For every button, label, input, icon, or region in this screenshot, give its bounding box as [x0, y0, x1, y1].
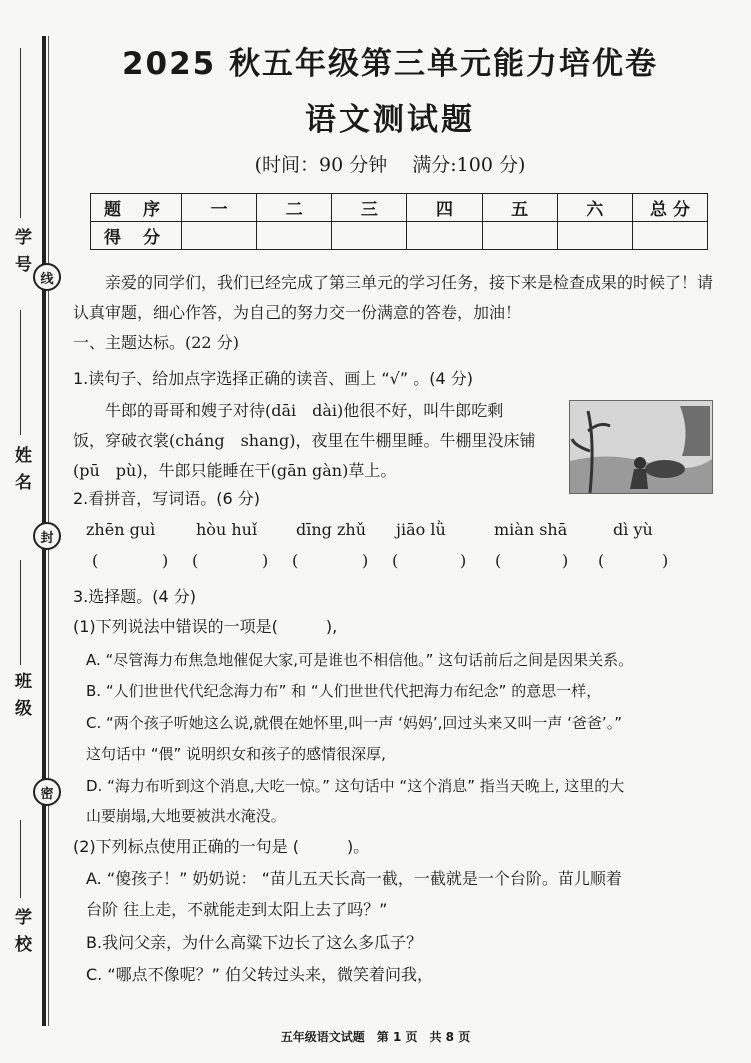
answer-blank-close: ): [562, 551, 569, 570]
q3-1-option-c-line1: C. “两个孩子听她这么说,就偎在她怀里,叫一声 ‘妈妈’,回过头来又叫一声 ‘爸爸’。”: [86, 714, 622, 732]
score-cell-label: 题 序: [91, 194, 182, 222]
time-score-info: (时间：90 分钟 满分:100 分): [254, 154, 526, 176]
pinyin-item: dīng zhǔ: [296, 520, 367, 539]
cowherd-illustration-drawing: [570, 401, 712, 493]
q1-line1: 牛郎的哥哥和嫂子对待(dāi dài)他很不好，叫牛郎吃剩: [105, 401, 504, 420]
answer-blank-close: ): [662, 551, 669, 570]
q3-2-stem: (2)下列标点使用正确的一句是 ( )。: [73, 837, 370, 856]
q2-title: 2.看拼音，写词语。(6 分): [73, 489, 261, 508]
q3-1-option-b: B. “人们世世代代纪念海力布” 和 “人们世世代代把海力布纪念” 的意思一样，: [86, 682, 602, 700]
q3-title: 3.选择题。(4 分): [73, 587, 197, 606]
score-cell-header: 二: [257, 194, 332, 222]
section1-heading: 一、主题达标。(22 分): [73, 333, 239, 352]
exam-subtitle: 语文测试题: [305, 102, 475, 138]
score-cell-header: 一: [182, 194, 257, 222]
pinyin-item: zhēn guì: [86, 520, 156, 539]
pinyin-item: jiāo lǜ: [396, 520, 446, 539]
pinyin-item: hòu huǐ: [196, 520, 258, 539]
score-table-header-row: [91, 194, 708, 222]
q1-line2: 饭，穿破衣裳(cháng shang)，夜里在牛棚里睡。牛棚里没床铺: [73, 431, 536, 450]
answer-blank-close: ): [460, 551, 467, 570]
score-row-label: 得 分: [91, 222, 182, 250]
q1-title: 1.读句子、给加点字选择正确的读音、画上 “√” 。(4 分): [73, 369, 473, 388]
student-id-blank: [20, 48, 21, 218]
score-cell-blank[interactable]: [557, 222, 632, 250]
answer-blank-open: (: [598, 551, 605, 570]
pinyin-item: dì yù: [613, 520, 653, 539]
answer-blank-open: (: [92, 551, 99, 570]
q3-1-option-a: A. “尽管海力布焦急地催促大家,可是谁也不相信他。” 这句话前后之间是因果关系。: [86, 651, 634, 669]
page-footer: 五年级语文试题 第 1 页 共 8 页: [280, 1030, 471, 1044]
name-label: 姓名: [11, 446, 31, 500]
score-cell-blank[interactable]: [407, 222, 482, 250]
cowherd-illustration: [569, 400, 713, 494]
class-label: 班级: [11, 672, 31, 726]
answer-blank-open: (: [495, 551, 502, 570]
answer-blank-open: (: [392, 551, 399, 570]
q3-2-option-c: C. “哪点不像呢？” 伯父转过头来，微笑着问我，: [86, 965, 434, 984]
q3-1-option-c-line2: 这句话中 “偎” 说明织女和孩子的感情很深厚,: [86, 745, 386, 763]
answer-blank-close: ): [362, 551, 369, 570]
seal-line: 线: [33, 263, 61, 291]
score-cell-header: 四: [407, 194, 482, 222]
q1-line3: (pū pù)，牛郎只能睡在干(gān gàn)草上。: [73, 461, 397, 480]
score-table-score-row: [91, 222, 708, 250]
score-cell-blank[interactable]: [632, 222, 707, 250]
exam-title: 2025 秋五年级第三单元能力培优卷: [121, 46, 659, 82]
student-id-label: 学号: [11, 228, 31, 282]
binding-margin: [0, 0, 70, 1063]
school-blank: [20, 820, 21, 898]
score-table: [90, 193, 708, 250]
school-label: 学校: [11, 908, 31, 962]
score-cell-header: 五: [482, 194, 557, 222]
seal-mi: 密: [33, 778, 61, 806]
score-cell-header: 三: [332, 194, 407, 222]
answer-blank-open: (: [292, 551, 299, 570]
answer-blank-close: ): [262, 551, 269, 570]
score-cell-blank[interactable]: [332, 222, 407, 250]
q3-1-option-d-line2: 山要崩塌,大地要被洪水淹没。: [86, 807, 286, 825]
q3-1-option-d-line1: D. “海力布听到这个消息,大吃一惊。” 这句话中 “这个消息” 指当天晚上, 这里的大: [86, 777, 625, 795]
class-blank: [20, 560, 21, 665]
q3-1-stem: (1)下列说法中错误的一项是( ),: [73, 617, 338, 636]
pinyin-item: miàn shā: [494, 520, 568, 539]
score-cell-blank[interactable]: [257, 222, 332, 250]
q3-2-option-a-line2: 台阶 往上走，不就能走到太阳上去了吗？”: [86, 900, 388, 919]
score-cell-header: 总 分: [632, 194, 707, 222]
answer-blank-close: ): [162, 551, 169, 570]
q3-2-option-a-line1: A. “傻孩子！” 奶奶说： “苗儿五天长高一截，一截就是一个台阶。苗儿顺着: [86, 869, 622, 888]
score-cell-blank[interactable]: [482, 222, 557, 250]
q3-2-option-b: B.我问父亲，为什么高粱下边长了这么多瓜子？: [86, 933, 423, 952]
intro-paragraph: 亲爱的同学们，我们已经完成了第三单元的学习任务，接下来是检查成果的时候了！请认真审题，细心作答，为自己的努力交一份满意的答卷，加油！: [73, 273, 714, 322]
score-cell-blank[interactable]: [182, 222, 257, 250]
answer-blank-open: (: [192, 551, 199, 570]
seal-feng: 封: [33, 522, 61, 550]
name-blank: [20, 310, 21, 435]
score-cell-header: 六: [557, 194, 632, 222]
